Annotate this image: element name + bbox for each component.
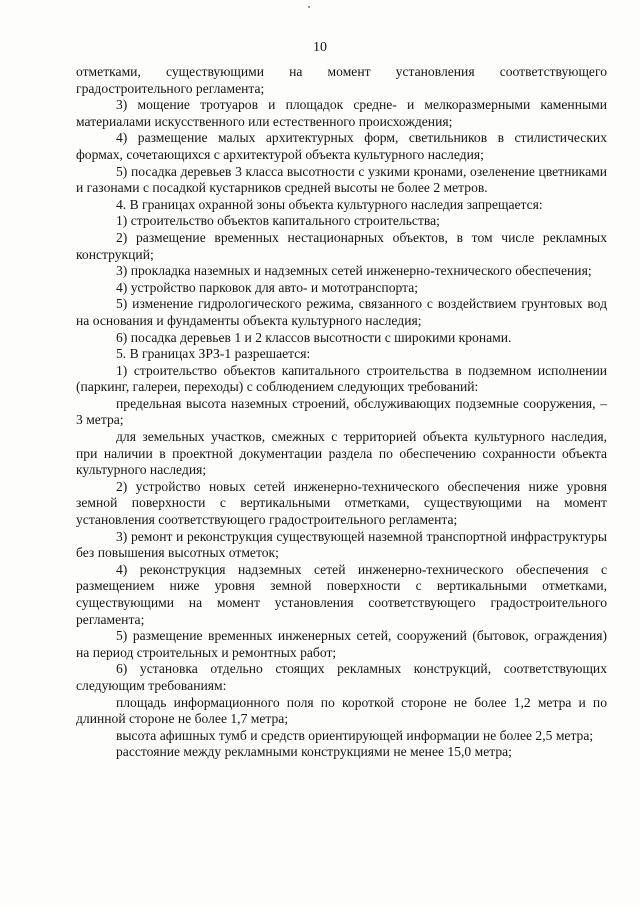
paragraph: 1) строительство объектов капитального строительства в подземном исполнении (паркинг, галереи, переходы) с соблюдением следующих требований:: [76, 362, 607, 395]
paragraph: 5) изменение гидрологического режима, связанного с воздействием грунтовых вод на основания и фундаменты объекта культурного наследия;: [76, 296, 607, 328]
paragraph: расстояние между рекламными конструкциями не менее 15,0 метра;: [116, 744, 512, 760]
paragraph: 6) установка отдельно стоящих рекламных конструкций, соответствующих следующим требованиям:: [76, 661, 607, 693]
paragraph: 2) устройство новых сетей инженерно-технического обеспечения ниже уровня земной поверхности с вертикальными отметками, существующими на момент установления соответствующего градостроительного регламента;: [76, 478, 607, 528]
page-number: 10: [313, 40, 327, 55]
paragraph: предельная высота наземных строений, обслуживающих подземные сооружения, – 3 метра;: [76, 395, 607, 428]
paragraph: 4) устройство парковок для авто- и мототранспорта;: [116, 279, 419, 295]
paragraph: 2) размещение временных нестационарных объектов, в том числе рекламных конструкций;: [76, 229, 607, 262]
paragraph: 3) мощение тротуаров и площадок средне- и мелкоразмерными каменными материалами искусственного или естественного происхождения;: [76, 97, 607, 129]
paragraph: 1) строительство объектов капитального строительства;: [116, 213, 440, 229]
paragraph: отметками, существующими на момент установления соответствующего градостроительного регламента;: [76, 64, 607, 96]
paragraph: 4) реконструкция надземных сетей инженерно-технического обеспечения с размещением ниже уровня земной поверхности с вертикальными отметками, существующими на момент установления соответствующего градостроительного регламента;: [76, 561, 607, 627]
paragraph: 4) размещение малых архитектурных форм, светильников в стилистических формах, сочетающихся с архитектурой объекта культурного наследия;: [76, 130, 607, 162]
paragraph: для земельных участков, смежных с территорией объекта культурного наследия, при наличии в проектной документации раздела по обеспечению сохранности объекта культурного наследия;: [76, 429, 607, 478]
scan-speck: [308, 6, 310, 8]
paragraph: 5) посадка деревьев 3 класса высотности с узкими кронами, озеленение цветниками и газонами с посадкой кустарников средней высоты не более 2 метров.: [76, 163, 607, 196]
paragraph: 4. В границах охранной зоны объекта культурного наследия запрещается:: [116, 196, 543, 212]
paragraph: площадь информационного поля по короткой стороне не более 1,2 метра и по длинной стороне не более 1,7 метра;: [76, 694, 607, 727]
paragraph: 3) ремонт и реконструкция существующей наземной транспортной инфраструктуры без повышения высотных отметок;: [76, 528, 607, 561]
paragraph: 5) размещение временных инженерных сетей, сооружений (бытовок, ограждения) на период строительных и ремонтных работ;: [76, 628, 607, 660]
paragraph: высота афишных тумб и средств ориентирующей информации не более 2,5 метра;: [116, 727, 594, 743]
paragraph: 5. В границах ЗРЗ-1 разрешается:: [116, 346, 311, 362]
document-body: [76, 64, 607, 761]
paragraph: 6) посадка деревьев 1 и 2 классов высотности с широкими кронами.: [116, 329, 512, 345]
paragraph: 3) прокладка наземных и надземных сетей инженерно-технического обеспечения;: [116, 263, 592, 279]
